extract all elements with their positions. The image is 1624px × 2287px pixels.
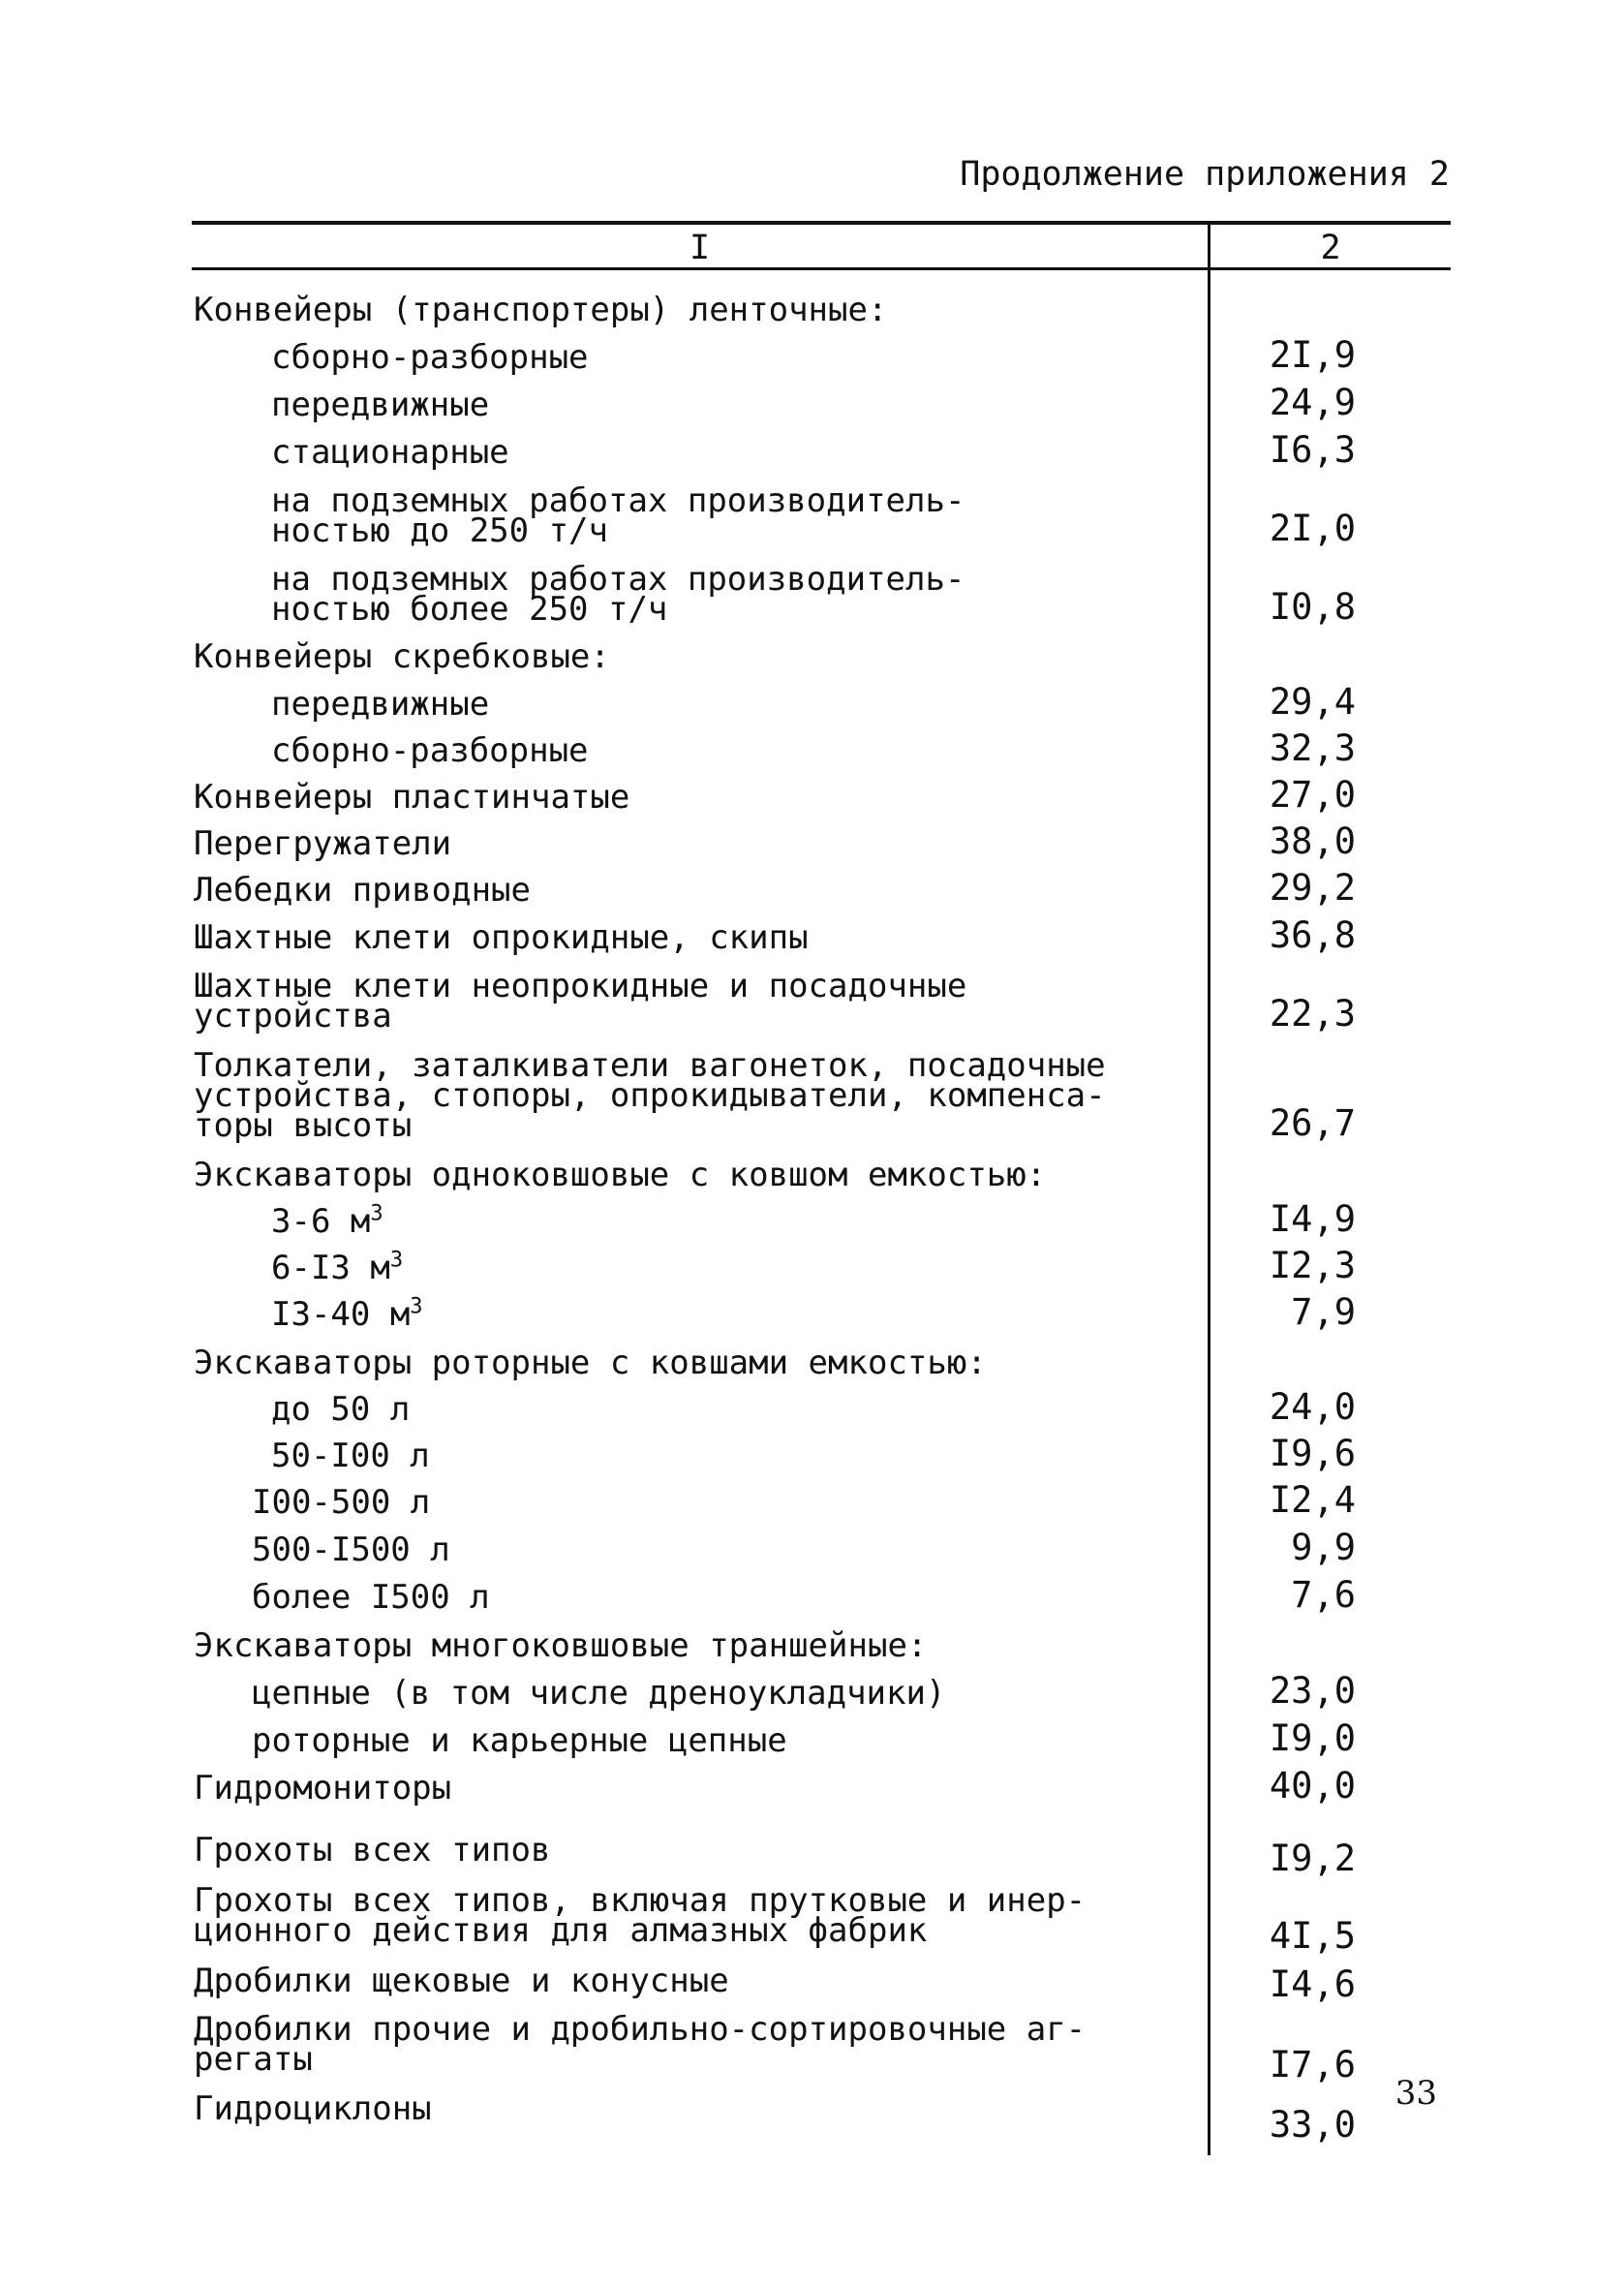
table-row (194, 481, 1443, 550)
header-bottom-rule (192, 267, 1451, 270)
row-value: 33,0 (1269, 2104, 1356, 2146)
row-value: 40,0 (1269, 1765, 1356, 1807)
row-label: Конвейеры (транспортеры) ленточные: (194, 291, 888, 329)
unit-text: 6-I3 м (271, 1249, 390, 1287)
table-row (194, 429, 1443, 472)
table-top-rule (192, 221, 1451, 225)
table-row (194, 681, 1443, 724)
table-row (194, 2010, 1443, 2086)
row-value: I6,3 (1269, 429, 1356, 471)
row-label: 500-I500 л (252, 1530, 450, 1569)
row-value: 24,9 (1269, 382, 1356, 423)
table-row (194, 1962, 1443, 2005)
unit-superscript: 3 (370, 1201, 383, 1226)
row-label: 50-I00 л (271, 1437, 430, 1475)
table-row (194, 1626, 1443, 1665)
row-value: I0,8 (1269, 586, 1356, 628)
row-label: Гидроциклоны (194, 2089, 432, 2128)
row-label: стационарные (271, 433, 509, 472)
row-value: 29,2 (1269, 867, 1356, 909)
unit-text: 3-6 м (271, 1202, 371, 1241)
row-label: I00-500 л (252, 1483, 431, 1522)
table-row (194, 334, 1443, 377)
row-label: Шахтные клети опрокидные, скипы (194, 918, 809, 957)
column-header-1: I (689, 229, 711, 267)
row-label: Экскаваторы роторные с ковшами емкостью: (194, 1344, 987, 1382)
row-label: передвижные (271, 685, 490, 724)
row-label (271, 1248, 404, 1287)
row-value: 38,0 (1269, 820, 1356, 862)
row-label: передвижные (271, 386, 490, 424)
row-value: I9,6 (1269, 1433, 1356, 1474)
row-label: Толкатели, заталкиватели вагонеток, посадочные устройства, стопоры, опрокидыватели, компенса- торы высоты (194, 1046, 1106, 1145)
table-row (194, 1156, 1443, 1194)
table-row (194, 1433, 1443, 1475)
row-value: 4I,5 (1269, 1915, 1356, 1957)
row-value: 26,7 (1269, 1102, 1356, 1144)
table-row (194, 1670, 1443, 1713)
row-value: 2I,0 (1269, 508, 1356, 549)
row-label: роторные и карьерные цепные (252, 1721, 787, 1760)
row-label: Экскаваторы многоковшовые траншейные: (194, 1626, 928, 1665)
row-label: Гидромониторы (194, 1769, 452, 1808)
row-value: 7,6 (1291, 1574, 1356, 1616)
table-row (194, 1046, 1443, 1145)
row-label: Дробилки прочие и дробильно-сортировочные аг- регаты (194, 2010, 1087, 2079)
row-label: на подземных работах производитель- ностью до 250 т/ч (271, 481, 965, 550)
table-row (194, 1765, 1443, 1808)
row-label: более I500 л (252, 1578, 490, 1617)
row-label: Экскаваторы одноковшовые с ковшом емкостью: (194, 1156, 1047, 1194)
table-row (194, 1386, 1443, 1429)
row-value: I9,2 (1269, 1838, 1356, 1879)
table-row (194, 1717, 1443, 1760)
row-value: 2I,9 (1269, 334, 1356, 376)
row-value: I9,0 (1269, 1717, 1356, 1759)
table-row (194, 967, 1443, 1035)
unit-superscript: 3 (389, 1248, 404, 1273)
table-row (194, 1245, 1443, 1287)
table-row (194, 1574, 1443, 1617)
row-value: I4,9 (1269, 1198, 1356, 1240)
row-value: I2,4 (1269, 1479, 1356, 1521)
table-row (194, 820, 1443, 863)
row-label: Грохоты всех типов (194, 1831, 551, 1870)
row-label: на подземных работах производитель- ностью более 250 т/ч (271, 560, 965, 629)
column-header-2: 2 (1320, 229, 1341, 267)
row-label: сборно-разборные (271, 338, 589, 377)
row-value: 7,9 (1291, 1291, 1356, 1333)
table-row (194, 560, 1443, 629)
row-value: 9,9 (1291, 1527, 1356, 1568)
unit-superscript: 3 (410, 1294, 423, 1319)
table-row (194, 1527, 1443, 1569)
row-value: 22,3 (1269, 993, 1356, 1035)
row-label: Шахтные клети неопрокидные и посадочные устройства (194, 967, 967, 1035)
row-label: до 50 л (271, 1390, 411, 1429)
unit-text: I3-40 м (271, 1295, 411, 1334)
table-row (194, 774, 1443, 817)
page-number: 33 (1394, 2074, 1437, 2113)
table-row (194, 291, 1443, 329)
row-value: I4,6 (1269, 1963, 1356, 2005)
table-row (194, 1479, 1443, 1522)
table-row (194, 867, 1443, 910)
row-label: сборно-разборные (271, 731, 589, 770)
row-value: 29,4 (1269, 681, 1356, 723)
row-value: 36,8 (1269, 914, 1356, 956)
row-label (271, 1294, 423, 1334)
table-row (194, 382, 1443, 424)
table-row (194, 1831, 1443, 1879)
table-row (194, 1881, 1443, 1957)
row-label: цепные (в том числе дреноукладчики) (252, 1674, 946, 1713)
caption: Продолжение приложения 2 (960, 155, 1450, 194)
row-label: Перегружатели (194, 824, 452, 863)
row-value: 23,0 (1269, 1670, 1356, 1712)
table-row (194, 1198, 1443, 1241)
table-row (194, 1344, 1443, 1382)
row-label: Конвейеры пластинчатые (194, 778, 630, 817)
row-label: Конвейеры скребковые: (194, 637, 610, 676)
table-row (194, 2089, 1443, 2146)
row-value: I2,3 (1269, 1245, 1356, 1286)
row-label: Лебедки приводные (194, 871, 531, 910)
table-row (194, 637, 1443, 676)
row-label: Дробилки щековые и конусные (194, 1962, 729, 2000)
row-label (271, 1201, 383, 1241)
table-row (194, 914, 1443, 957)
row-value: 27,0 (1269, 774, 1356, 816)
row-value: 24,0 (1269, 1386, 1356, 1428)
table-row (194, 727, 1443, 770)
row-value: 32,3 (1269, 727, 1356, 769)
row-label: Грохоты всех типов, включая прутковые и инер- ционного действия для алмазных фабрик (194, 1881, 1087, 1950)
row-value: I7,6 (1269, 2044, 1356, 2086)
table-row (194, 1291, 1443, 1334)
